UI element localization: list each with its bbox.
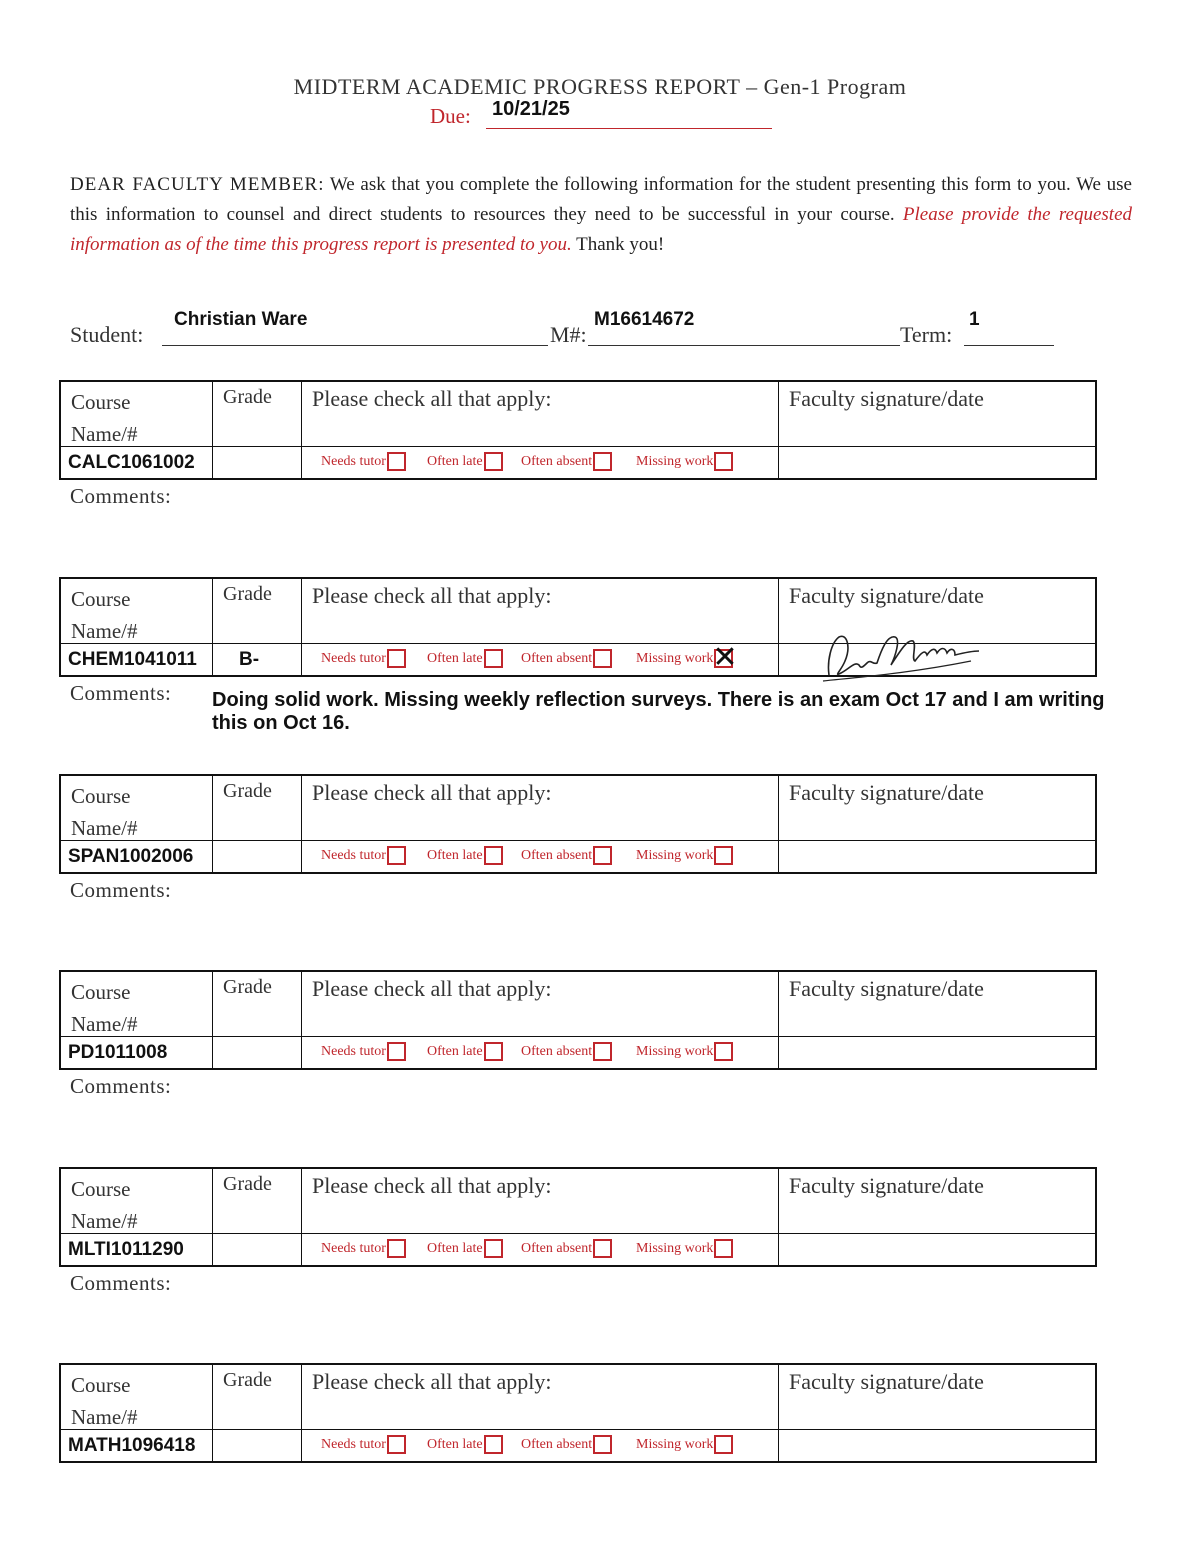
checkbox-label: Often absent — [521, 1043, 593, 1059]
checkbox-label: Often late — [427, 1436, 483, 1452]
student-name-field[interactable]: Christian Ware — [174, 309, 308, 330]
checkbox-label: Often late — [427, 1240, 483, 1256]
term-underline — [964, 345, 1054, 346]
course-header-line2: Name/# — [71, 816, 138, 840]
comments-label: Comments: — [70, 1271, 172, 1295]
checkbox-often-absent[interactable] — [521, 452, 612, 471]
checkbox-box[interactable] — [714, 1042, 733, 1061]
course-code-field[interactable]: MATH1096418 — [68, 1435, 196, 1456]
course-name-header — [71, 1369, 137, 1433]
course-name-header — [71, 1173, 137, 1237]
checkbox-box[interactable] — [484, 1239, 503, 1258]
course-header-line2: Name/# — [71, 1209, 138, 1233]
signature-header: Faculty signature/date — [789, 976, 984, 1001]
course-code-field[interactable]: SPAN1002006 — [68, 846, 194, 867]
checkbox-box[interactable] — [714, 846, 733, 865]
term-label: Term: — [900, 322, 953, 347]
checkbox-often-late[interactable] — [427, 452, 503, 471]
checkbox-often-absent[interactable] — [521, 1435, 612, 1454]
course-header-line2: Name/# — [71, 619, 138, 643]
comments-label: Comments: — [70, 878, 172, 902]
checkbox-box[interactable] — [714, 1239, 733, 1258]
checkbox-box[interactable] — [593, 1239, 612, 1258]
checkbox-label: Needs tutor — [321, 453, 386, 469]
checkbox-label: Missing work — [636, 1240, 714, 1256]
grade-header: Grade — [223, 386, 272, 408]
checkbox-group — [311, 640, 791, 675]
course-header-line1: Course — [71, 784, 131, 808]
check-header: Please check all that apply: — [312, 780, 552, 805]
checkbox-label: Needs tutor — [321, 847, 386, 863]
column-divider — [301, 382, 302, 478]
checkbox-box[interactable] — [387, 452, 406, 471]
checkbox-missing-work[interactable] — [636, 640, 738, 675]
course-table — [59, 970, 1097, 1070]
column-divider — [212, 382, 213, 478]
comments-label: Comments: — [70, 484, 172, 508]
course-code-field[interactable]: PD1011008 — [68, 1042, 168, 1063]
grade-header: Grade — [223, 780, 272, 802]
intro-red-text: Please provide the requested information as of the time this progress report is presented to you. — [70, 204, 1133, 255]
intro-paragraph — [70, 170, 1132, 260]
checkbox-needs-tutor[interactable] — [321, 452, 406, 471]
faculty-signature — [821, 631, 991, 683]
checkbox-often-late[interactable] — [427, 649, 503, 668]
grade-field[interactable]: B- — [239, 649, 260, 670]
grade-header: Grade — [223, 583, 272, 605]
row-divider — [61, 840, 1095, 841]
checkbox-group — [311, 1236, 791, 1262]
checkbox-box[interactable] — [484, 1435, 503, 1454]
checkbox-box[interactable] — [593, 649, 612, 668]
column-divider — [212, 1169, 213, 1265]
course-header-line1: Course — [71, 587, 131, 611]
check-header: Please check all that apply: — [312, 976, 552, 1001]
course-name-header — [71, 780, 137, 844]
checkbox-often-absent[interactable] — [521, 649, 612, 668]
checkbox-box[interactable] — [714, 1435, 733, 1454]
column-divider — [301, 776, 302, 872]
course-header-line1: Course — [71, 390, 131, 414]
check-header: Please check all that apply: — [312, 386, 552, 411]
checkbox-often-late[interactable] — [427, 1239, 503, 1258]
course-header-line2: Name/# — [71, 422, 138, 446]
checkbox-box[interactable] — [712, 640, 738, 675]
checkbox-box[interactable] — [484, 1042, 503, 1061]
m-number-field[interactable]: M16614672 — [594, 309, 695, 330]
checkbox-missing-work[interactable] — [636, 1239, 733, 1258]
checkbox-missing-work[interactable] — [636, 1042, 733, 1061]
column-divider — [301, 1169, 302, 1265]
checkbox-group — [311, 449, 791, 475]
checkbox-missing-work[interactable] — [636, 452, 733, 471]
checkbox-often-late[interactable] — [427, 846, 503, 865]
checkbox-label: Often absent — [521, 1436, 593, 1452]
checkbox-label: Often late — [427, 650, 483, 666]
checkbox-label: Often absent — [521, 847, 593, 863]
course-table — [59, 1167, 1097, 1267]
comments-label: Comments: — [70, 681, 172, 705]
column-divider — [301, 972, 302, 1068]
row-divider — [61, 446, 1095, 447]
checkbox-needs-tutor[interactable] — [321, 846, 406, 865]
course-name-header — [71, 386, 137, 450]
checkbox-label: Often absent — [521, 1240, 593, 1256]
course-name-header — [71, 976, 137, 1040]
checkbox-box[interactable] — [484, 452, 503, 471]
x-mark-icon: ✕ — [712, 640, 738, 675]
column-divider — [212, 1365, 213, 1461]
grade-header: Grade — [223, 1173, 272, 1195]
due-underline — [486, 128, 772, 129]
student-info-row — [70, 309, 1070, 352]
row-divider — [61, 1036, 1095, 1037]
m-number-underline — [588, 345, 900, 346]
checkbox-label: Missing work — [636, 1436, 714, 1452]
row-divider — [61, 1429, 1095, 1430]
checkbox-box[interactable] — [387, 649, 406, 668]
checkbox-often-late[interactable] — [427, 1042, 503, 1061]
checkbox-label: Often late — [427, 847, 483, 863]
course-header-line1: Course — [71, 1373, 131, 1397]
signature-header: Faculty signature/date — [789, 1369, 984, 1394]
course-header-line1: Course — [71, 980, 131, 1004]
column-divider — [301, 579, 302, 675]
term-field[interactable]: 1 — [969, 309, 980, 330]
checkbox-label: Missing work — [636, 1043, 714, 1059]
checkbox-box[interactable] — [593, 1435, 612, 1454]
course-code-field[interactable]: CHEM1041011 — [68, 649, 197, 670]
student-label: Student: — [70, 322, 144, 347]
course-header-line2: Name/# — [71, 1405, 138, 1429]
signature-header: Faculty signature/date — [789, 1173, 984, 1198]
signature-header: Faculty signature/date — [789, 780, 984, 805]
checkbox-often-absent[interactable] — [521, 846, 612, 865]
check-header: Please check all that apply: — [312, 1369, 552, 1394]
checkbox-box[interactable] — [387, 1435, 406, 1454]
due-label: Due: — [430, 104, 471, 128]
course-table — [59, 1363, 1097, 1463]
intro-closing: Thank you! — [571, 234, 665, 255]
checkbox-often-late[interactable] — [427, 1435, 503, 1454]
comments-field[interactable]: Doing solid work. Missing weekly reflection surveys. There is an exam Oct 17 and I am writing this on Oct 16. — [212, 689, 1105, 734]
course-name-header — [71, 583, 137, 647]
checkbox-box[interactable] — [484, 846, 503, 865]
checkbox-box[interactable] — [387, 846, 406, 865]
checkbox-box[interactable] — [593, 846, 612, 865]
checkbox-box[interactable] — [714, 452, 733, 471]
checkbox-label: Often absent — [521, 453, 593, 469]
column-divider — [212, 972, 213, 1068]
checkbox-box[interactable] — [387, 1239, 406, 1258]
column-divider — [301, 1365, 302, 1461]
checkbox-label: Missing work — [636, 453, 714, 469]
checkbox-label: Needs tutor — [321, 1240, 386, 1256]
checkbox-label: Often absent — [521, 650, 593, 666]
checkbox-label: Often late — [427, 453, 483, 469]
course-table — [59, 774, 1097, 874]
intro-text: We ask that you complete the following information for the student presenting this form to you. We use this information to counsel and direct students to resources they need to be successful in your course. — [70, 174, 1132, 225]
due-field — [430, 98, 775, 132]
check-header: Please check all that apply: — [312, 1173, 552, 1198]
checkbox-needs-tutor[interactable] — [321, 1239, 406, 1258]
checkbox-needs-tutor[interactable] — [321, 1435, 406, 1454]
checkbox-label: Needs tutor — [321, 650, 386, 666]
checkbox-group — [311, 843, 791, 869]
check-header: Please check all that apply: — [312, 583, 552, 608]
checkbox-label: Missing work — [636, 847, 714, 863]
checkbox-missing-work[interactable] — [636, 846, 733, 865]
grade-header: Grade — [223, 976, 272, 998]
due-value[interactable]: 10/21/25 — [492, 98, 570, 120]
m-number-label: M#: — [550, 322, 587, 347]
checkbox-label: Needs tutor — [321, 1043, 386, 1059]
checkbox-label: Often late — [427, 1043, 483, 1059]
checkbox-needs-tutor[interactable] — [321, 1042, 406, 1061]
course-code-field[interactable]: MLTI1011290 — [68, 1239, 184, 1260]
checkbox-often-absent[interactable] — [521, 1239, 612, 1258]
course-table — [59, 380, 1097, 480]
course-code-field[interactable]: CALC1061002 — [68, 452, 195, 473]
column-divider — [212, 579, 213, 675]
checkbox-box[interactable] — [593, 1042, 612, 1061]
checkbox-box[interactable] — [387, 1042, 406, 1061]
student-underline — [162, 345, 548, 346]
course-header-line2: Name/# — [71, 1012, 138, 1036]
row-divider — [61, 1233, 1095, 1234]
checkbox-missing-work[interactable] — [636, 1435, 733, 1454]
intro-lead: DEAR FACULTY MEMBER: — [70, 174, 325, 195]
checkbox-often-absent[interactable] — [521, 1042, 612, 1061]
checkbox-needs-tutor[interactable] — [321, 649, 406, 668]
signature-header: Faculty signature/date — [789, 583, 984, 608]
checkbox-label: Needs tutor — [321, 1436, 386, 1452]
checkbox-box[interactable] — [593, 452, 612, 471]
course-header-line1: Course — [71, 1177, 131, 1201]
checkbox-group — [311, 1039, 791, 1065]
page-title: MIDTERM ACADEMIC PROGRESS REPORT – Gen-1 Program — [293, 74, 907, 99]
column-divider — [212, 776, 213, 872]
comments-label: Comments: — [70, 1074, 172, 1098]
checkbox-label: Missing work — [636, 650, 714, 666]
signature-header: Faculty signature/date — [789, 386, 984, 411]
grade-header: Grade — [223, 1369, 272, 1391]
course-table — [59, 577, 1097, 677]
checkbox-box[interactable] — [484, 649, 503, 668]
checkbox-group — [311, 1432, 791, 1458]
